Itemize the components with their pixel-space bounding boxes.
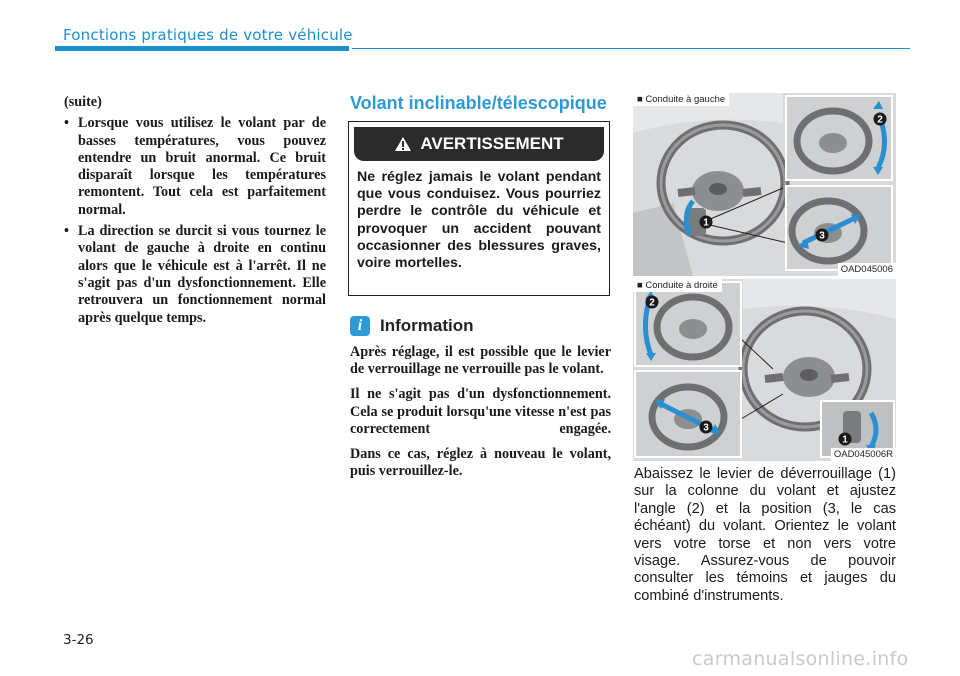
steering-figure-lhd (633, 93, 896, 276)
adjustment-description: Abaissez le levier de déverrouillage (1) sur la colonne du volant et ajustez l'angle (2) et la position (3, le cas échéant) du volant. Orientez le volant vers votre torse et non vers votre visage. Assurez-vous de pouvoir consulter les témoins et jauges du combiné d'instruments. (634, 466, 896, 604)
page-header-title: Fonctions pratiques de votre véhicule (63, 26, 353, 44)
info-icon: i (350, 316, 370, 336)
warning-body: Ne réglez jamais le volant pendant que vous conduisez. Vous pourriez perdre le contrôle du véhicule et provoquer un accident pouvant occasionner des blessures graves, voire mortelles. (357, 169, 601, 272)
callout-1-icon (699, 215, 713, 229)
warning-header (354, 127, 604, 161)
callout-3-icon (699, 420, 713, 434)
warning-triangle-icon (394, 136, 412, 152)
watermark: carmanualsonline.info (692, 648, 909, 670)
warning-heading: AVERTISSEMENT (420, 134, 564, 153)
figure-code: OAD045006 (838, 263, 896, 276)
steering-figure-rhd (633, 279, 896, 461)
information-header (350, 316, 474, 336)
bullet-item: • La direction se durcit si vous tournez le volant de gauche à droite en continu alors que le véhicule est à l'arrêt. Il ne s'agit pas d'un dysfonctionnement. Elle retrouvera un fonctionnement normal après quelque temps. (64, 223, 326, 327)
callout-2-icon (645, 295, 659, 309)
warning-box (348, 121, 610, 296)
information-heading: Information (380, 316, 474, 335)
continued-label: (suite) (64, 94, 102, 110)
left-column (64, 94, 326, 331)
information-body (350, 344, 611, 488)
information-paragraph: Dans ce cas, réglez à nouveau le volant, puis verrouillez-le. (350, 446, 611, 480)
callout-3-icon (815, 228, 829, 242)
information-paragraph: Après réglage, il est possible que le levier de verrouillage ne verrouille pas le volant. (350, 344, 611, 378)
callout-2-icon (873, 112, 887, 126)
page-number: 3-26 (63, 632, 94, 648)
svg-text:2: 2 (877, 114, 883, 126)
figure-code: OAD045006R (831, 448, 896, 461)
steering-illustration-lhd (633, 93, 896, 276)
bullet-item: • Lorsque vous utilisez le volant par de basses températures, vous pouvez entendre un bruit anormal. Ce bruit disparaît lorsque les températures remontent. Tout cela est parfaitement normal. (64, 115, 326, 219)
svg-text:1: 1 (842, 434, 848, 446)
svg-text:2: 2 (649, 297, 655, 309)
figure-caption: ■ Conduite à droite (633, 279, 722, 292)
section-title: Volant inclinable/télescopique (350, 93, 607, 113)
svg-text:3: 3 (819, 230, 825, 242)
header-accent-bar (55, 46, 349, 51)
figure-caption: ■ Conduite à gauche (633, 93, 729, 106)
svg-text:1: 1 (703, 217, 709, 229)
callout-1-icon (838, 432, 852, 446)
header-rule (352, 48, 910, 49)
svg-text:3: 3 (703, 422, 709, 434)
information-paragraph: Il ne s'agit pas d'un dysfonctionnement. Cela se produit lorsqu'une vitesse n'est pas correctement engagée. (350, 386, 611, 437)
steering-illustration-rhd (633, 279, 896, 461)
